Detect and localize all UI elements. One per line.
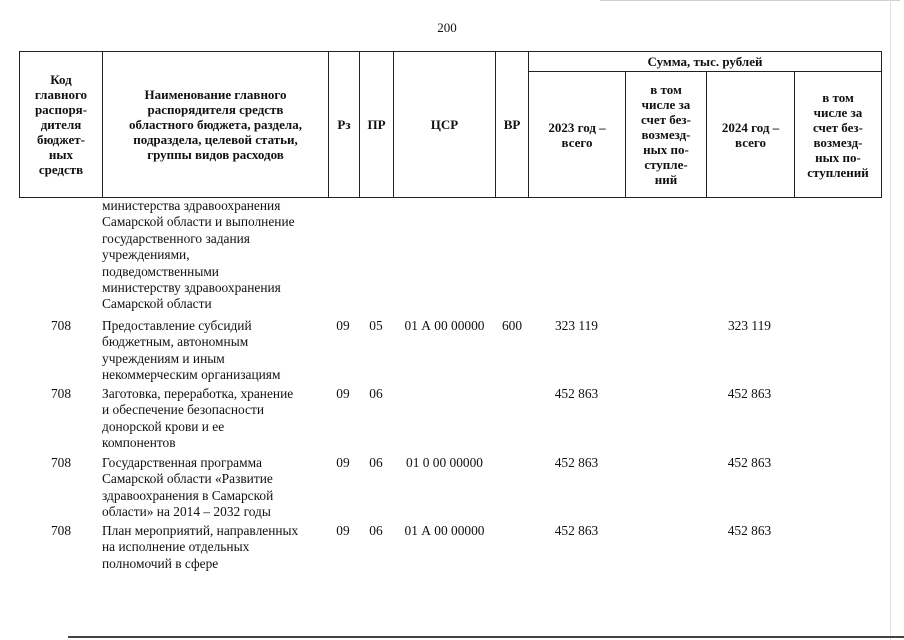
row-name-line: бюджетным, автономным bbox=[102, 334, 249, 350]
table-header bbox=[19, 51, 882, 198]
row-sum-2024: 452 863 bbox=[727, 386, 772, 401]
row-name-cell bbox=[102, 386, 330, 452]
row-code: 708 bbox=[50, 386, 72, 401]
header-vr-label: ВР bbox=[503, 117, 521, 132]
row-sum-2023: 452 863 bbox=[554, 386, 599, 401]
row-pr: 06 bbox=[369, 455, 383, 470]
row-sum-2024: 452 863 bbox=[727, 455, 772, 470]
row-name-cell bbox=[102, 455, 330, 521]
page-bottom-rule bbox=[68, 636, 904, 638]
row-sum-2023: 452 863 bbox=[554, 523, 599, 538]
row-sum-2024: 452 863 bbox=[727, 523, 772, 538]
row-name-line: План мероприятий, направленных bbox=[102, 523, 299, 538]
continued-name-cell bbox=[102, 198, 330, 313]
row-rz: 09 bbox=[336, 386, 350, 401]
row-csr: 01 А 00 00000 bbox=[404, 523, 485, 538]
scan-artifact-line bbox=[600, 0, 900, 1]
row-code: 708 bbox=[50, 318, 72, 333]
header-2024-total bbox=[707, 72, 795, 197]
row-name-cell bbox=[102, 523, 330, 572]
row-name-line: здравоохранения в Самарской bbox=[102, 487, 274, 503]
row-csr: 01 0 00 00000 bbox=[406, 455, 483, 470]
header-2023-total-label: 2023 год – всего bbox=[548, 119, 606, 150]
header-pr bbox=[360, 52, 394, 197]
row-sum-2023: 323 119 bbox=[554, 318, 599, 333]
continued-name-line: подведомственными bbox=[102, 263, 219, 279]
row-pr: 06 bbox=[369, 523, 383, 538]
header-rz-label: Рз bbox=[337, 117, 351, 132]
header-sum-title-label: Сумма, тыс. рублей bbox=[647, 54, 763, 69]
header-2023-grants-label: в том числе за счет без-возмезд-ных по-ступле-ний bbox=[641, 82, 691, 187]
continued-name-line: учреждениями, bbox=[102, 247, 190, 263]
header-2024-grants-label: в том числе за счет без-возмезд-ных по-ступлений bbox=[807, 89, 869, 180]
row-name-cell bbox=[102, 318, 330, 384]
header-2024-grants bbox=[795, 72, 881, 197]
row-pr: 05 bbox=[369, 318, 383, 333]
row-name-line: на исполнение отдельных bbox=[102, 539, 250, 555]
row-code: 708 bbox=[50, 523, 72, 538]
header-code-label: Код главного распоря-дителя бюджет-ных средств bbox=[34, 72, 88, 177]
row-rz: 09 bbox=[336, 455, 350, 470]
row-name-line: Самарской области «Развитие bbox=[102, 471, 273, 487]
header-vr bbox=[496, 52, 529, 197]
row-rz: 09 bbox=[336, 318, 350, 333]
row-name-line: донорской крови и ее bbox=[102, 418, 225, 434]
row-name-line: Заготовка, переработка, хранение bbox=[102, 386, 294, 401]
row-rz: 09 bbox=[336, 523, 350, 538]
continued-name-line: Самарской области и выполнение bbox=[102, 214, 295, 230]
header-sum-title bbox=[529, 52, 881, 72]
header-rz bbox=[329, 52, 360, 197]
row-sum-2023: 452 863 bbox=[554, 455, 599, 470]
scan-artifact-edge bbox=[890, 0, 891, 640]
row-name-line: полномочий в сфере bbox=[102, 555, 219, 571]
continued-name-line: Самарской области bbox=[102, 296, 212, 312]
row-code: 708 bbox=[50, 455, 72, 470]
header-name bbox=[103, 52, 329, 197]
continued-name-line: государственного задания bbox=[102, 230, 250, 246]
header-csr bbox=[394, 52, 496, 197]
header-2023-grants bbox=[626, 72, 707, 197]
row-csr: 01 А 00 00000 bbox=[404, 318, 485, 333]
page-number: 200 bbox=[437, 20, 457, 35]
header-csr-label: ЦСР bbox=[430, 117, 459, 132]
header-code bbox=[20, 52, 103, 197]
row-name-line: Государственная программа bbox=[102, 455, 262, 470]
header-name-label: Наименование главного распорядителя средств областного бюджета, раздела, подраздела, целевой статьи, группы видов расходов bbox=[129, 87, 302, 162]
row-name-line: Предоставление субсидий bbox=[102, 318, 252, 333]
continued-name-line: министерству здравоохранения bbox=[102, 280, 281, 296]
row-name-line: учреждениям и иным bbox=[102, 350, 225, 366]
row-name-line: области» на 2014 – 2032 годы bbox=[102, 504, 271, 520]
row-name-line: некоммерческим организациям bbox=[102, 367, 281, 383]
header-pr-label: ПР bbox=[367, 117, 386, 132]
header-2024-total-label: 2024 год – всего bbox=[721, 119, 780, 150]
row-pr: 06 bbox=[369, 386, 383, 401]
row-name-line: и обеспечение безопасности bbox=[102, 402, 265, 418]
header-2023-total bbox=[529, 72, 626, 197]
continued-name-line: министерства здравоохранения bbox=[102, 198, 281, 213]
row-name-line: компонентов bbox=[102, 435, 176, 451]
row-sum-2024: 323 119 bbox=[727, 318, 772, 333]
row-vr: 600 bbox=[501, 318, 523, 333]
